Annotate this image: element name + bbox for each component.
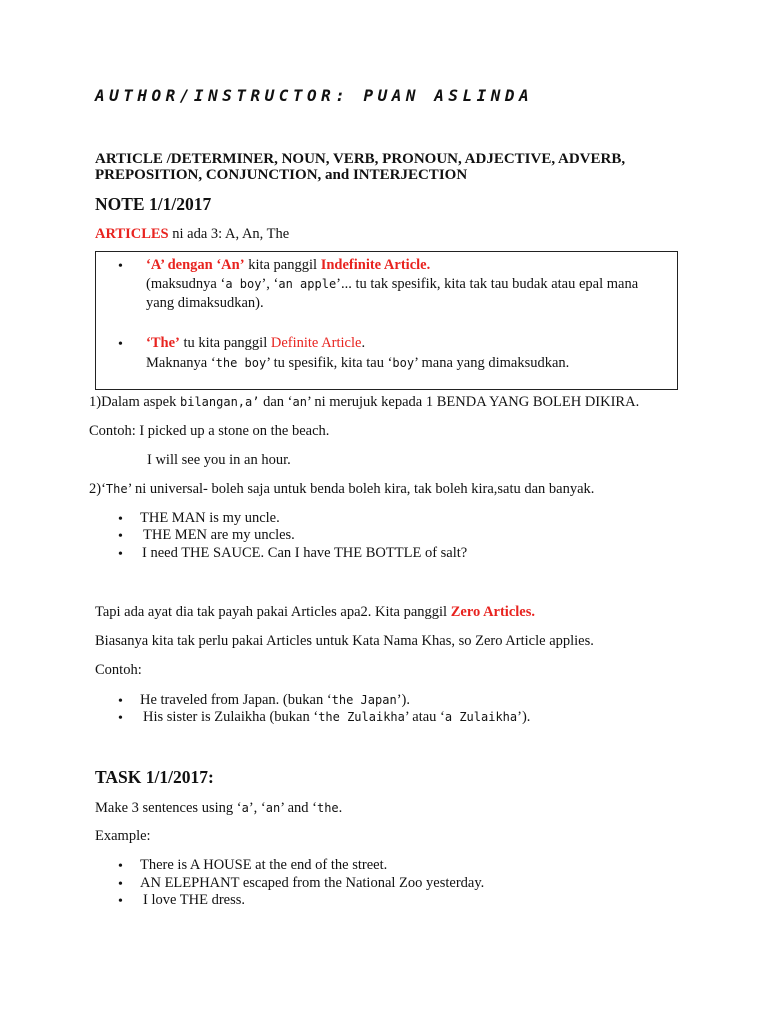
bullet-icon: • — [118, 711, 123, 726]
definite-line — [146, 335, 365, 352]
list-item: I need THE SAUCE. Can I have THE BOTTLE of salt? — [142, 545, 468, 561]
list-item: There is A HOUSE at the end of the street. — [140, 857, 388, 873]
task-instruction — [95, 800, 342, 817]
list-item: AN ELEPHANT escaped from the National Zoo yesterday. — [140, 875, 485, 891]
definite-article-term: Definite Article — [270, 335, 362, 351]
bullet-icon: • — [118, 259, 123, 274]
b1-mid: kita panggil — [244, 257, 321, 273]
list-item: THE MEN are my uncles. — [143, 527, 295, 543]
author-heading: AUTHOR/INSTRUCTOR: PUAN ASLINDA — [95, 86, 534, 105]
z2-e: ’). — [517, 709, 531, 725]
list-item: THE MAN is my uncle. — [140, 510, 280, 526]
point-2 — [89, 481, 594, 498]
bullet-icon: • — [118, 877, 123, 892]
p1-c: dan ‘ — [259, 394, 293, 410]
p1-d: an — [292, 395, 307, 409]
b1-l2a: (maksudnya ‘ — [146, 276, 226, 292]
bullet-icon: • — [118, 547, 123, 562]
task-title: TASK 1/1/2017: — [95, 767, 214, 787]
indefinite-line — [146, 257, 430, 274]
zero-articles-line — [95, 604, 535, 621]
topics-line-1: ARTICLE /DETERMINER, NOUN, VERB, PRONOUN, ADJECTIVE, ADVERB, — [95, 151, 626, 167]
z1-b: the Japan — [331, 693, 397, 707]
zero-a: Tapi ada ayat dia tak payah pakai Articles apa2. Kita panggil — [95, 604, 451, 620]
bullet-icon: • — [118, 529, 123, 544]
bullet-icon: • — [118, 859, 123, 874]
p2-c: ’ ni universal- boleh saja untuk benda boleh kira, tak boleh kira,satu dan banyak. — [127, 481, 595, 497]
z2-d: a Zulaikha — [444, 710, 518, 724]
point-1-example-1: Contoh: I picked up a stone on the beach. — [89, 423, 330, 439]
b2-l2c: ’ tu spesifik, kita tau ‘ — [266, 355, 393, 371]
ti-b: a — [241, 801, 249, 815]
list-item — [143, 709, 530, 726]
point-1-example-2: I will see you in an hour. — [147, 452, 291, 468]
b1-l2b: a boy — [225, 277, 262, 291]
ti-d: an — [265, 801, 281, 815]
b2-l2d: boy — [392, 356, 415, 370]
definite-explain — [146, 355, 569, 372]
p1-b: bilangan,a’ — [180, 395, 260, 409]
indefinite-article-term: Indefinite Article. — [320, 257, 431, 273]
b1-l2d: an apple — [278, 277, 337, 291]
p2-b: The — [105, 482, 128, 496]
topics-line-2: PREPOSITION, CONJUNCTION, and INTERJECTION — [95, 167, 468, 183]
z1-a: He traveled from Japan. (bukan ‘ — [140, 692, 332, 708]
ti-a: Make 3 sentences using ‘ — [95, 800, 242, 816]
articles-intro — [95, 226, 289, 243]
point-1 — [89, 394, 639, 411]
bullet-icon: • — [118, 694, 123, 709]
the-term: ‘The’ — [146, 335, 180, 351]
z2-b: the Zulaikha — [318, 710, 405, 724]
b2-l2b: the boy — [215, 356, 267, 370]
p1-e: ’ ni merujuk kepada 1 BENDA YANG BOLEH DIKIRA. — [306, 394, 640, 410]
b2-mid: tu kita panggil — [179, 335, 271, 351]
ti-g: . — [338, 800, 343, 816]
zero-articles-explain: Biasanya kita tak perlu pakai Articles untuk Kata Nama Khas, so Zero Article applies. — [95, 633, 594, 649]
p2-a: 2)‘ — [89, 481, 106, 497]
articles-word: ARTICLES — [95, 226, 169, 242]
note-title: NOTE 1/1/2017 — [95, 194, 212, 214]
list-item: I love THE dress. — [143, 892, 246, 908]
b2-l2a: Maknanya ‘ — [146, 355, 216, 371]
ti-e: ’ and ‘ — [280, 800, 317, 816]
zero-articles-term: Zero Articles. — [450, 604, 536, 620]
b2-l2e: ’ mana yang dimaksudkan. — [414, 355, 570, 371]
bullet-icon: • — [118, 337, 123, 352]
bullet-icon: • — [118, 512, 123, 527]
indefinite-explain-1 — [146, 276, 638, 293]
z2-a: His sister is Zulaikha (bukan ‘ — [143, 709, 319, 725]
ti-c: ’, ‘ — [248, 800, 266, 816]
a-an-term: ‘A’ dengan ‘An’ — [146, 257, 245, 273]
b1-l2e: ’... tu tak spesifik, kita tak tau budak atau epal mana — [336, 276, 639, 292]
task-example: Example: — [95, 828, 151, 844]
indefinite-explain-2: yang dimaksudkan). — [146, 295, 264, 311]
articles-rest: ni ada 3: A, An, The — [168, 226, 290, 242]
b1-l2c: ’, ‘ — [261, 276, 279, 292]
zero-contoh: Contoh: — [95, 662, 142, 678]
ti-f: the — [316, 801, 339, 815]
p1-a: 1)Dalam aspek — [89, 394, 180, 410]
bullet-icon: • — [118, 894, 123, 909]
b2-end: . — [361, 335, 366, 351]
z2-c: ’ atau ‘ — [404, 709, 445, 725]
list-item — [140, 692, 410, 709]
z1-c: ’). — [396, 692, 410, 708]
